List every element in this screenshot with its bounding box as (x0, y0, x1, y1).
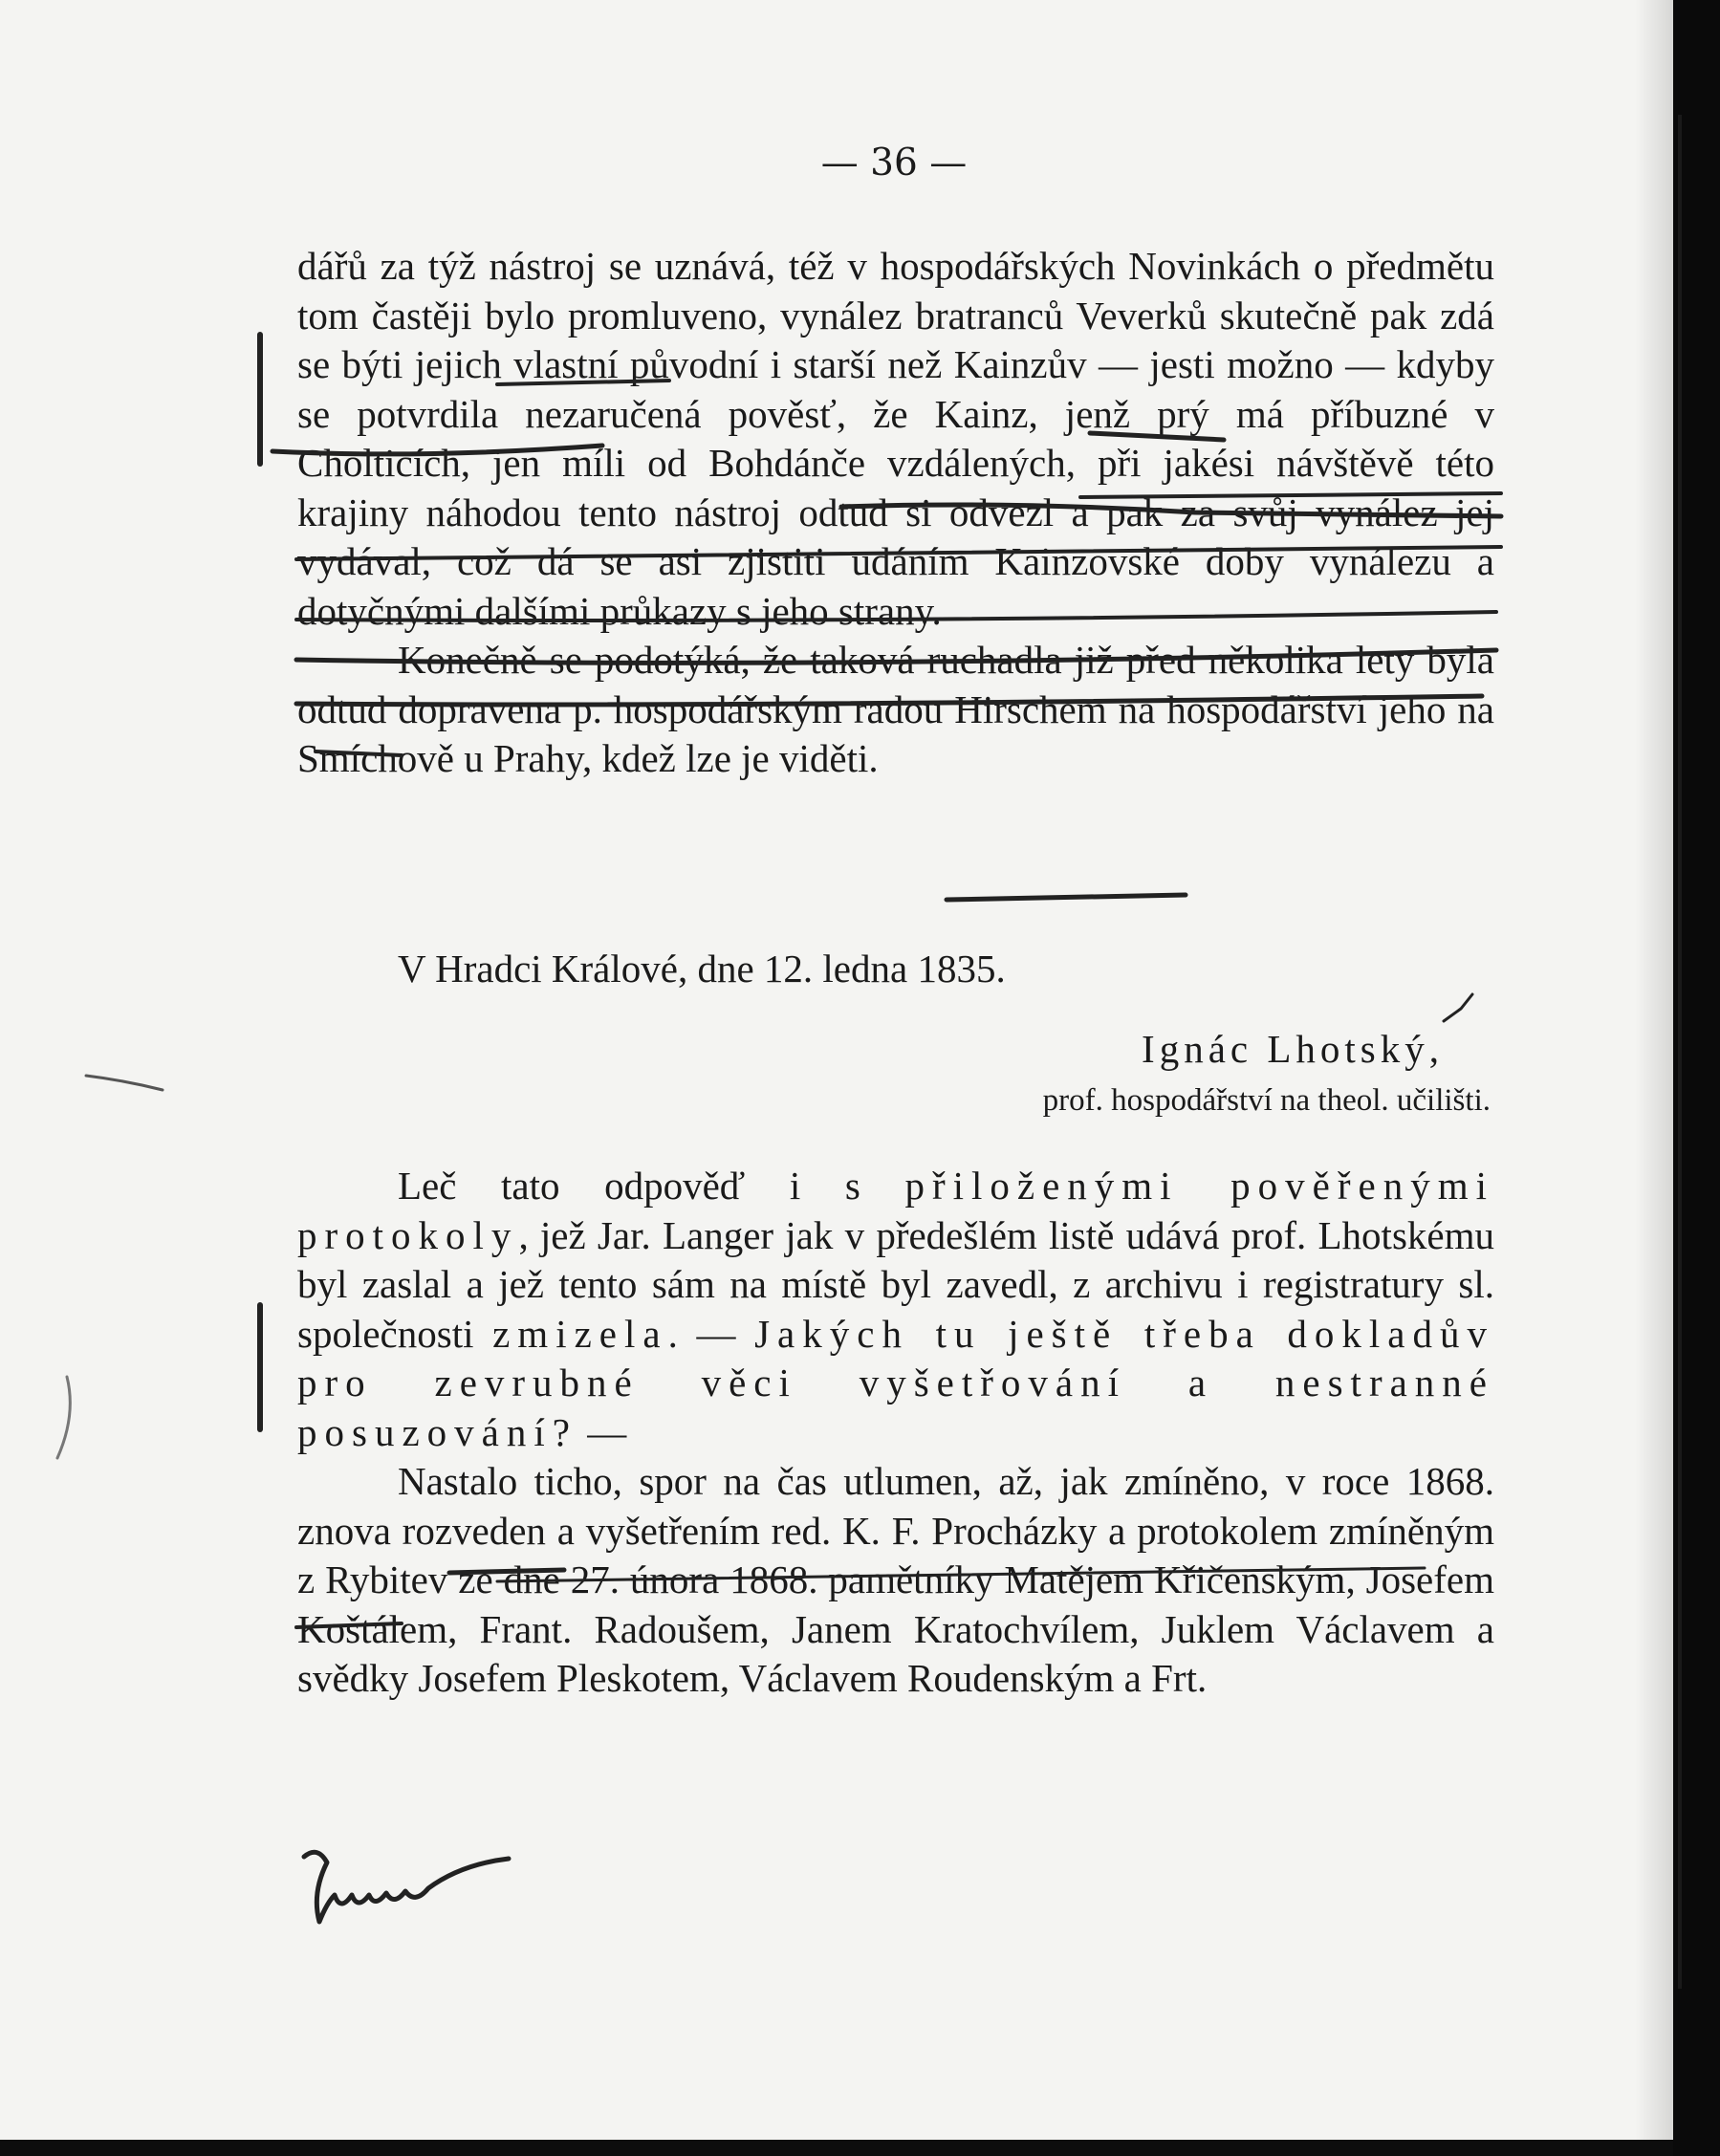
spine-rule (1678, 115, 1682, 1989)
page-number: — 36 — (820, 142, 968, 185)
signature-name: Ignác Lhotský, (1142, 1027, 1444, 1071)
spaced-emphasis: Jakých tu ještě třeba dokladův pro zevrubné věci vyšetřování a nestranné posuzování? (297, 1311, 1495, 1454)
spaced-emphasis: zmizela (492, 1311, 668, 1356)
text-run: , jež Jar. Langer jak v předešlém listě udává prof. Lhotskému byl zaslal a jež tento sám na místě byl zavedl, z archivu i registratury sl. společnosti (297, 1212, 1494, 1356)
signature-title: prof. hospodářství na theol. učilišti. (1042, 1083, 1491, 1118)
text-block-lower (297, 1162, 1494, 1704)
paragraph: dářů za týž nástroj se uznává, též v hospodářských Novinkách o předmětu tom častěji bylo promluveno, vynález bratranců Veverků skutečně pak zdá se býti jejich vlastní původní i starší než Kainzův — jesti možno — kdyby se potvrdila nezaručená pověsť, že Kainz, jenž prý má příbuzné v Cholticích, jen míli od Bohdánče vzdálených, při jakési návštěvě této krajiny náhodou tento nástroj odtud si odvezl a pak za svůj vynález jej vydával, což dá se asi zjistiti udáním Kainzovské doby vynálezu a dotyčnými dalšími průkazy s jeho strany. (297, 244, 1494, 633)
text-run: — (577, 1409, 627, 1454)
spaced-emphasis: přiloženými pověřenými protokoly (297, 1164, 1494, 1257)
dateline: V Hradci Králové, dne 12. ledna 1835. (398, 947, 1006, 991)
paragraph (297, 1162, 1494, 1457)
stray-mark (57, 1377, 70, 1458)
paragraph: Nastalo ticho, spor na čas utlumen, až, jak zmíněno, v roce 1868. znova rozveden a vyšetřením red. K. F. Procházky a protokolem zmíněným z Rybitev ze dne 27. února 1868. pamětníky Matějem Křičenským, Josefem Koštálem, Frant. Radoušem, Janem Kratochvílem, Juklem Václavem a svědky Josefem Pleskotem, Václavem Roudenským a Frt. (297, 1459, 1494, 1700)
stray-mark (86, 1076, 163, 1090)
tick-mark (1444, 994, 1472, 1021)
text-block-upper (297, 242, 1494, 784)
paragraph: Konečně se podotýká, že taková ruchadla již před několika lety byla odtud dopravena p. hospodářským radou Hirschem na hospodářství jeho na Smíchově u Prahy, kdež lze je viděti. (297, 638, 1494, 780)
handwritten-margin-note-drawing (298, 1836, 518, 1950)
handwritten-margin-note (298, 1836, 518, 1950)
underline-stroke (947, 895, 1186, 900)
text-run: Leč tato odpověď i s (398, 1164, 905, 1208)
text-run: . — (667, 1311, 755, 1356)
